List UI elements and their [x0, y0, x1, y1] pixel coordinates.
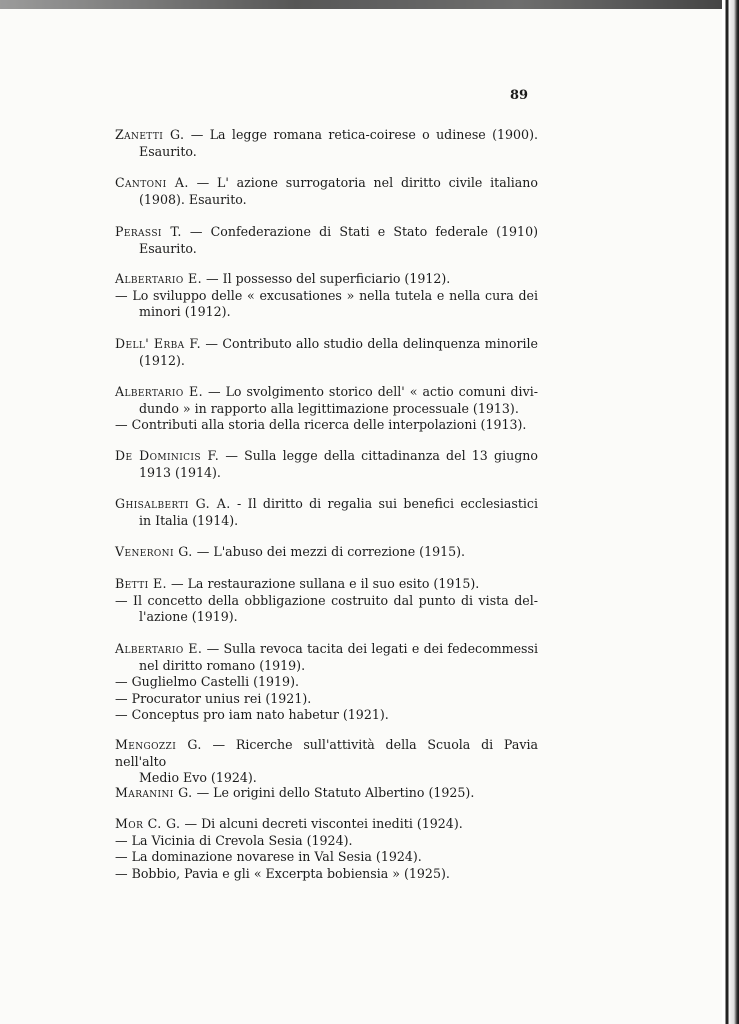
entry-line: [115, 127, 538, 144]
author: Mengozzi G.: [115, 737, 202, 752]
entry-line: (1908). Esaurito.: [139, 191, 247, 207]
author: Veneroni G.: [115, 544, 193, 559]
entry-line: — Contributi alla storia della ricerca delle interpolazioni (1913).: [115, 417, 527, 433]
entry-line: [115, 737, 538, 770]
bibliography-entry: [115, 384, 538, 434]
entry-line: — Procurator unius rei (1921).: [115, 690, 312, 706]
entry-line: in Italia (1914).: [139, 512, 239, 528]
entry-line: [115, 224, 538, 241]
entry-line: [115, 384, 538, 401]
author: Albertario E.: [115, 641, 203, 656]
entry-line: — Conceptus pro iam nato habetur (1921).: [115, 707, 389, 723]
author: Maranini G.: [115, 785, 193, 800]
entry-line: minori (1912).: [139, 304, 231, 320]
entry-line: — La Vicinia di Crevola Sesia (1924).: [115, 832, 353, 848]
entry-line: 1913 (1914).: [139, 464, 221, 480]
title-text: — Sulla legge della cittadinanza del 13 giugno: [225, 448, 538, 463]
entry-line: dundo » in rapporto alla legittimazione processuale (1913).: [139, 400, 519, 416]
entry-line: [115, 544, 538, 561]
bibliography-entry: [115, 785, 538, 802]
title-text: — Sulla revoca tacita dei legati e dei fedecommessi: [206, 641, 538, 656]
bibliography-entry: [115, 271, 538, 321]
title-text: — Ricerche sull'attività della Scuola di Pavia nell'alto: [115, 737, 539, 769]
bibliography-entry: [115, 224, 538, 257]
entry-line: nel diritto romano (1919).: [139, 657, 306, 673]
author: Ghisalberti G. A.: [115, 496, 231, 511]
bibliography-entry: [115, 737, 538, 787]
bibliography-entry: [115, 496, 538, 529]
entry-line: [115, 271, 538, 288]
title-text: — Confederazione di Stati e Stato federale (1910): [189, 224, 538, 239]
title-text: — La legge romana retica-coirese o udinese (1900).: [190, 127, 538, 142]
entry-line: [115, 576, 538, 593]
bibliography-entry: [115, 448, 538, 481]
bibliography-entry: [115, 641, 538, 724]
author: Albertario E.: [115, 384, 203, 399]
title-text: — La restaurazione sullana e il suo esito (1915).: [170, 576, 480, 591]
bibliography-entry: [115, 175, 538, 208]
entry-line: [115, 816, 538, 833]
author: De Dominicis F.: [115, 448, 220, 463]
entry-line: l'azione (1919).: [139, 609, 238, 625]
author: Cantoni A.: [115, 175, 189, 190]
entry-line: [115, 785, 538, 802]
author: Albertario E.: [115, 271, 202, 286]
entry-line: (1912).: [139, 352, 185, 368]
entry-line: — Il concetto della obbligazione costruito dal punto di vista del-: [115, 592, 538, 608]
author: Perassi T.: [115, 224, 182, 239]
bibliography-entry: [115, 544, 538, 561]
title-text: - Il diritto di regalia sui benefici ecclesiastici: [237, 496, 538, 511]
scan-top-edge: [0, 0, 739, 9]
author: Zanetti G.: [115, 127, 185, 142]
title-text: — Di alcuni decreti viscontei inediti (1924).: [184, 816, 463, 831]
page-number: 89: [510, 88, 529, 103]
entry-line: Medio Evo (1924).: [139, 770, 257, 786]
title-text: — L'abuso dei mezzi di correzione (1915).: [196, 544, 466, 559]
entry-line: Esaurito.: [139, 240, 197, 256]
title-text: — Contributo allo studio della delinquenza minorile: [205, 336, 538, 351]
entry-line: [115, 336, 538, 353]
author: Dell' Erba F.: [115, 336, 201, 351]
title-text: — L' azione surrogatoria nel diritto civile italiano: [196, 175, 538, 190]
author: Betti E.: [115, 576, 167, 591]
title-text: — Le origini dello Statuto Albertino (1925).: [196, 785, 475, 800]
bibliography-entry: [115, 816, 538, 882]
title-text: — Il possesso del superficiario (1912).: [206, 271, 451, 286]
entry-line: Esaurito.: [139, 143, 197, 159]
entry-line: — Lo sviluppo delle « excusationes » nella tutela e nella cura dei: [115, 287, 538, 303]
bibliography-entry: [115, 127, 538, 160]
entry-line: — Bobbio, Pavia e gli « Excerpta bobiensia » (1925).: [115, 865, 450, 881]
entry-line: [115, 175, 538, 192]
bibliography-entry: [115, 336, 538, 369]
entry-line: [115, 448, 538, 465]
entry-line: — La dominazione novarese in Val Sesia (1924).: [115, 849, 422, 865]
entry-line: [115, 496, 538, 513]
entry-line: [115, 641, 538, 658]
author: Mor C. G.: [115, 816, 181, 831]
entry-line: — Guglielmo Castelli (1919).: [115, 674, 299, 690]
bibliography-entry: [115, 576, 538, 626]
scan-right-edge: [722, 0, 739, 1024]
title-text: — Lo svolgimento storico dell' « actio comuni divi-: [207, 384, 538, 399]
